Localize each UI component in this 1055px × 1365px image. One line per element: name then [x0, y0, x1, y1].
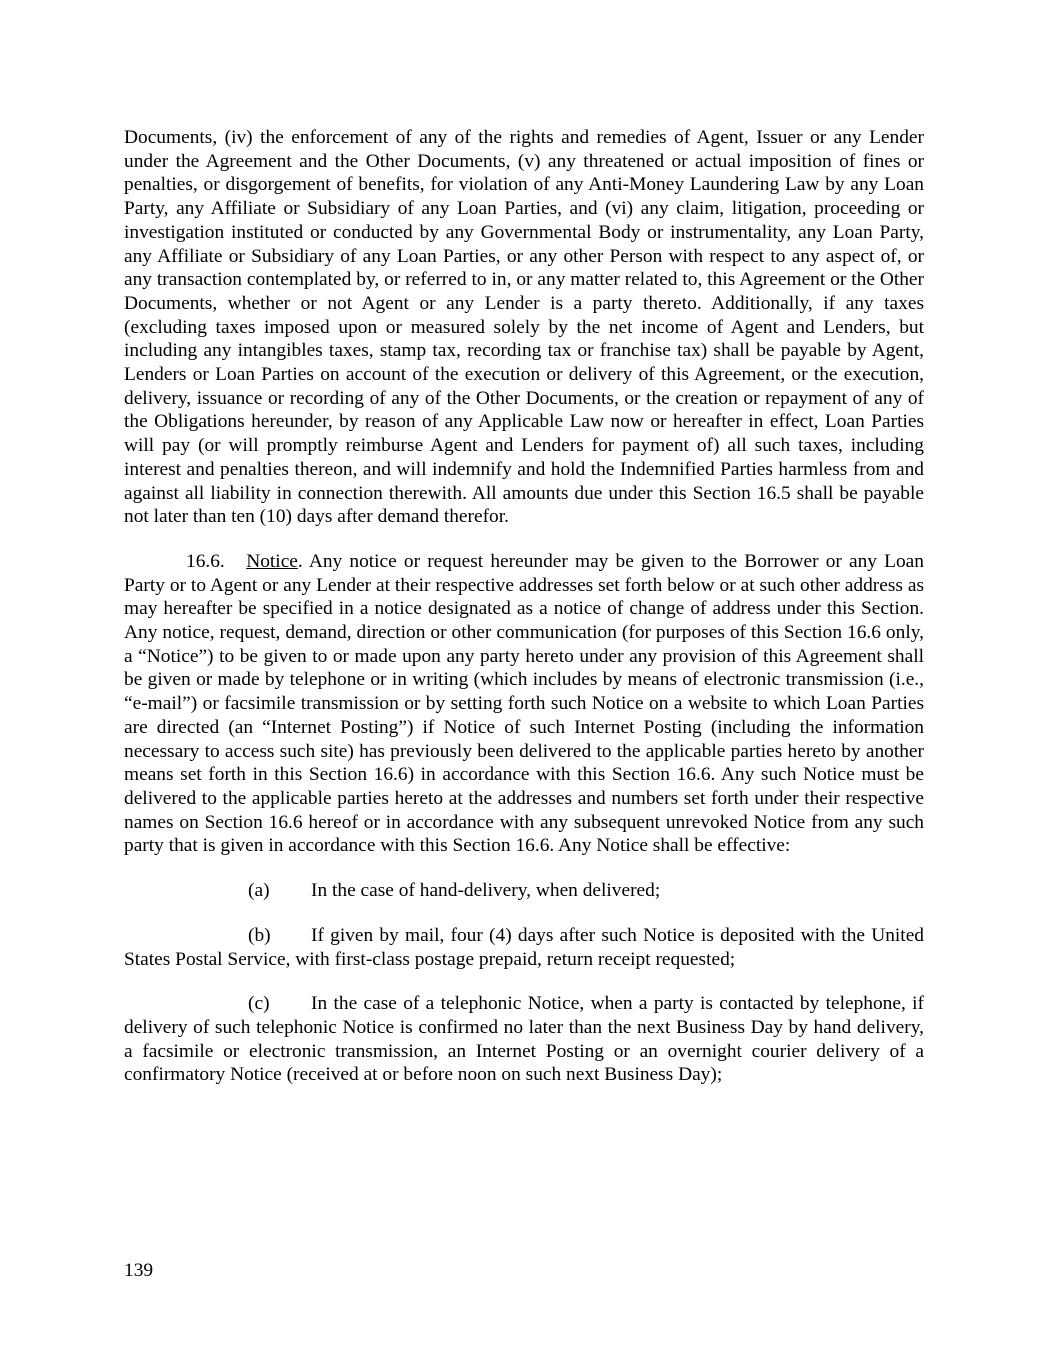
item-a-label: (a): [248, 880, 270, 902]
item-c: [124, 992, 924, 1087]
section-16-6-text: Any notice or request hereunder may be given to the Borrower or any Loan Party or to Agent or any Lender at their respective addresses set forth below or at such other address as may hereafter be specified in a notice designated as a notice of change of address under this Section. Any notice, request, demand, direction or other communication (for purposes of this Section 16.6 only, a “Notice”) to be given to or made upon any party hereto under any provision of this Agreement shall be given or made by telephone or in writing (which includes by means of electronic transmission (i.e., “e-mail”) or facsimile transmission or by setting forth such Notice on a website to which Loan Parties are directed (an “Internet Posting”) if Notice of such Internet Posting (including the information necessary to access such site) has previously been delivered to the applicable parties hereto by another means set forth in this Section 16.6) in accordance with this Section 16.6. Any such Notice must be delivered to the applicable parties hereto at the addresses and numbers set forth under their respective names on Section 16.6 hereof or in accordance with any subsequent unrevoked Notice from any such party that is given in accordance with this Section 16.6. Any Notice shall be effective:: [124, 550, 924, 857]
section-16-6-paragraph: [124, 550, 924, 858]
section-16-6-title: Notice: [246, 550, 298, 572]
item-a-text: In the case of hand-delivery, when delivered;: [311, 880, 661, 902]
page-number: 139: [124, 1260, 154, 1281]
section-16-6-title-punct: .: [297, 550, 303, 572]
document-body: [124, 126, 924, 1087]
item-c-text: In the case of a telephonic Notice, when a party is contacted by telephone, if delivery of such telephonic Notice is confirmed no later than the next Business Day by hand delivery, a facsimile or electronic transmission, an Internet Posting or an overnight courier delivery of a confirmatory Notice (received at or before noon on such next Business Day);: [124, 993, 924, 1086]
paragraph-continued-16-5: [124, 126, 924, 529]
item-b-label: (b): [248, 924, 271, 946]
item-a: [124, 879, 924, 903]
paragraph-1-text: Documents, (iv) the enforcement of any of the rights and remedies of Agent, Issuer or any Lender under the Agreement and the Other Documents, (v) any threatened or actual imposition of fines or penalties, or disgorgement of benefits, for violation of any Anti-Money Laundering Law by any Loan Party, any Affiliate or Subsidiary of any Loan Parties, and (vi) any claim, litigation, proceeding or investigation instituted or conducted by any Governmental Body or instrumentality, any Loan Party, any Affiliate or Subsidiary of any Loan Parties, or any other Person with respect to any aspect of, or any transaction contemplated by, or referred to in, or any matter related to, this Agreement or the Other Documents, whether or not Agent or any Lender is a party thereto. Additionally, if any taxes (excluding taxes imposed upon or measured solely by the net income of Agent and Lenders, but including any intangibles taxes, stamp tax, recording tax or franchise tax) shall be payable by Agent, Lenders or Loan Parties on account of the execution or delivery of this Agreement, or the execution, delivery, issuance or recording of any of the Other Documents, or the creation or repayment of any of the Obligations hereunder, by reason of any Applicable Law now or hereafter in effect, Loan Parties will pay (or will promptly reimburse Agent and Lenders for payment of) all such taxes, including interest and penalties thereon, and will indemnify and hold the Indemnified Parties harmless from and against all liability in connection therewith. All amounts due under this Section 16.5 shall be payable not later than ten (10) days after demand therefor.: [124, 127, 924, 528]
section-16-6-number: 16.6.: [186, 550, 225, 572]
item-b: [124, 924, 924, 971]
item-b-text: If given by mail, four (4) days after such Notice is deposited with the United States Postal Service, with first-class postage prepaid, return receipt requested;: [124, 924, 924, 970]
item-c-label: (c): [248, 993, 270, 1015]
